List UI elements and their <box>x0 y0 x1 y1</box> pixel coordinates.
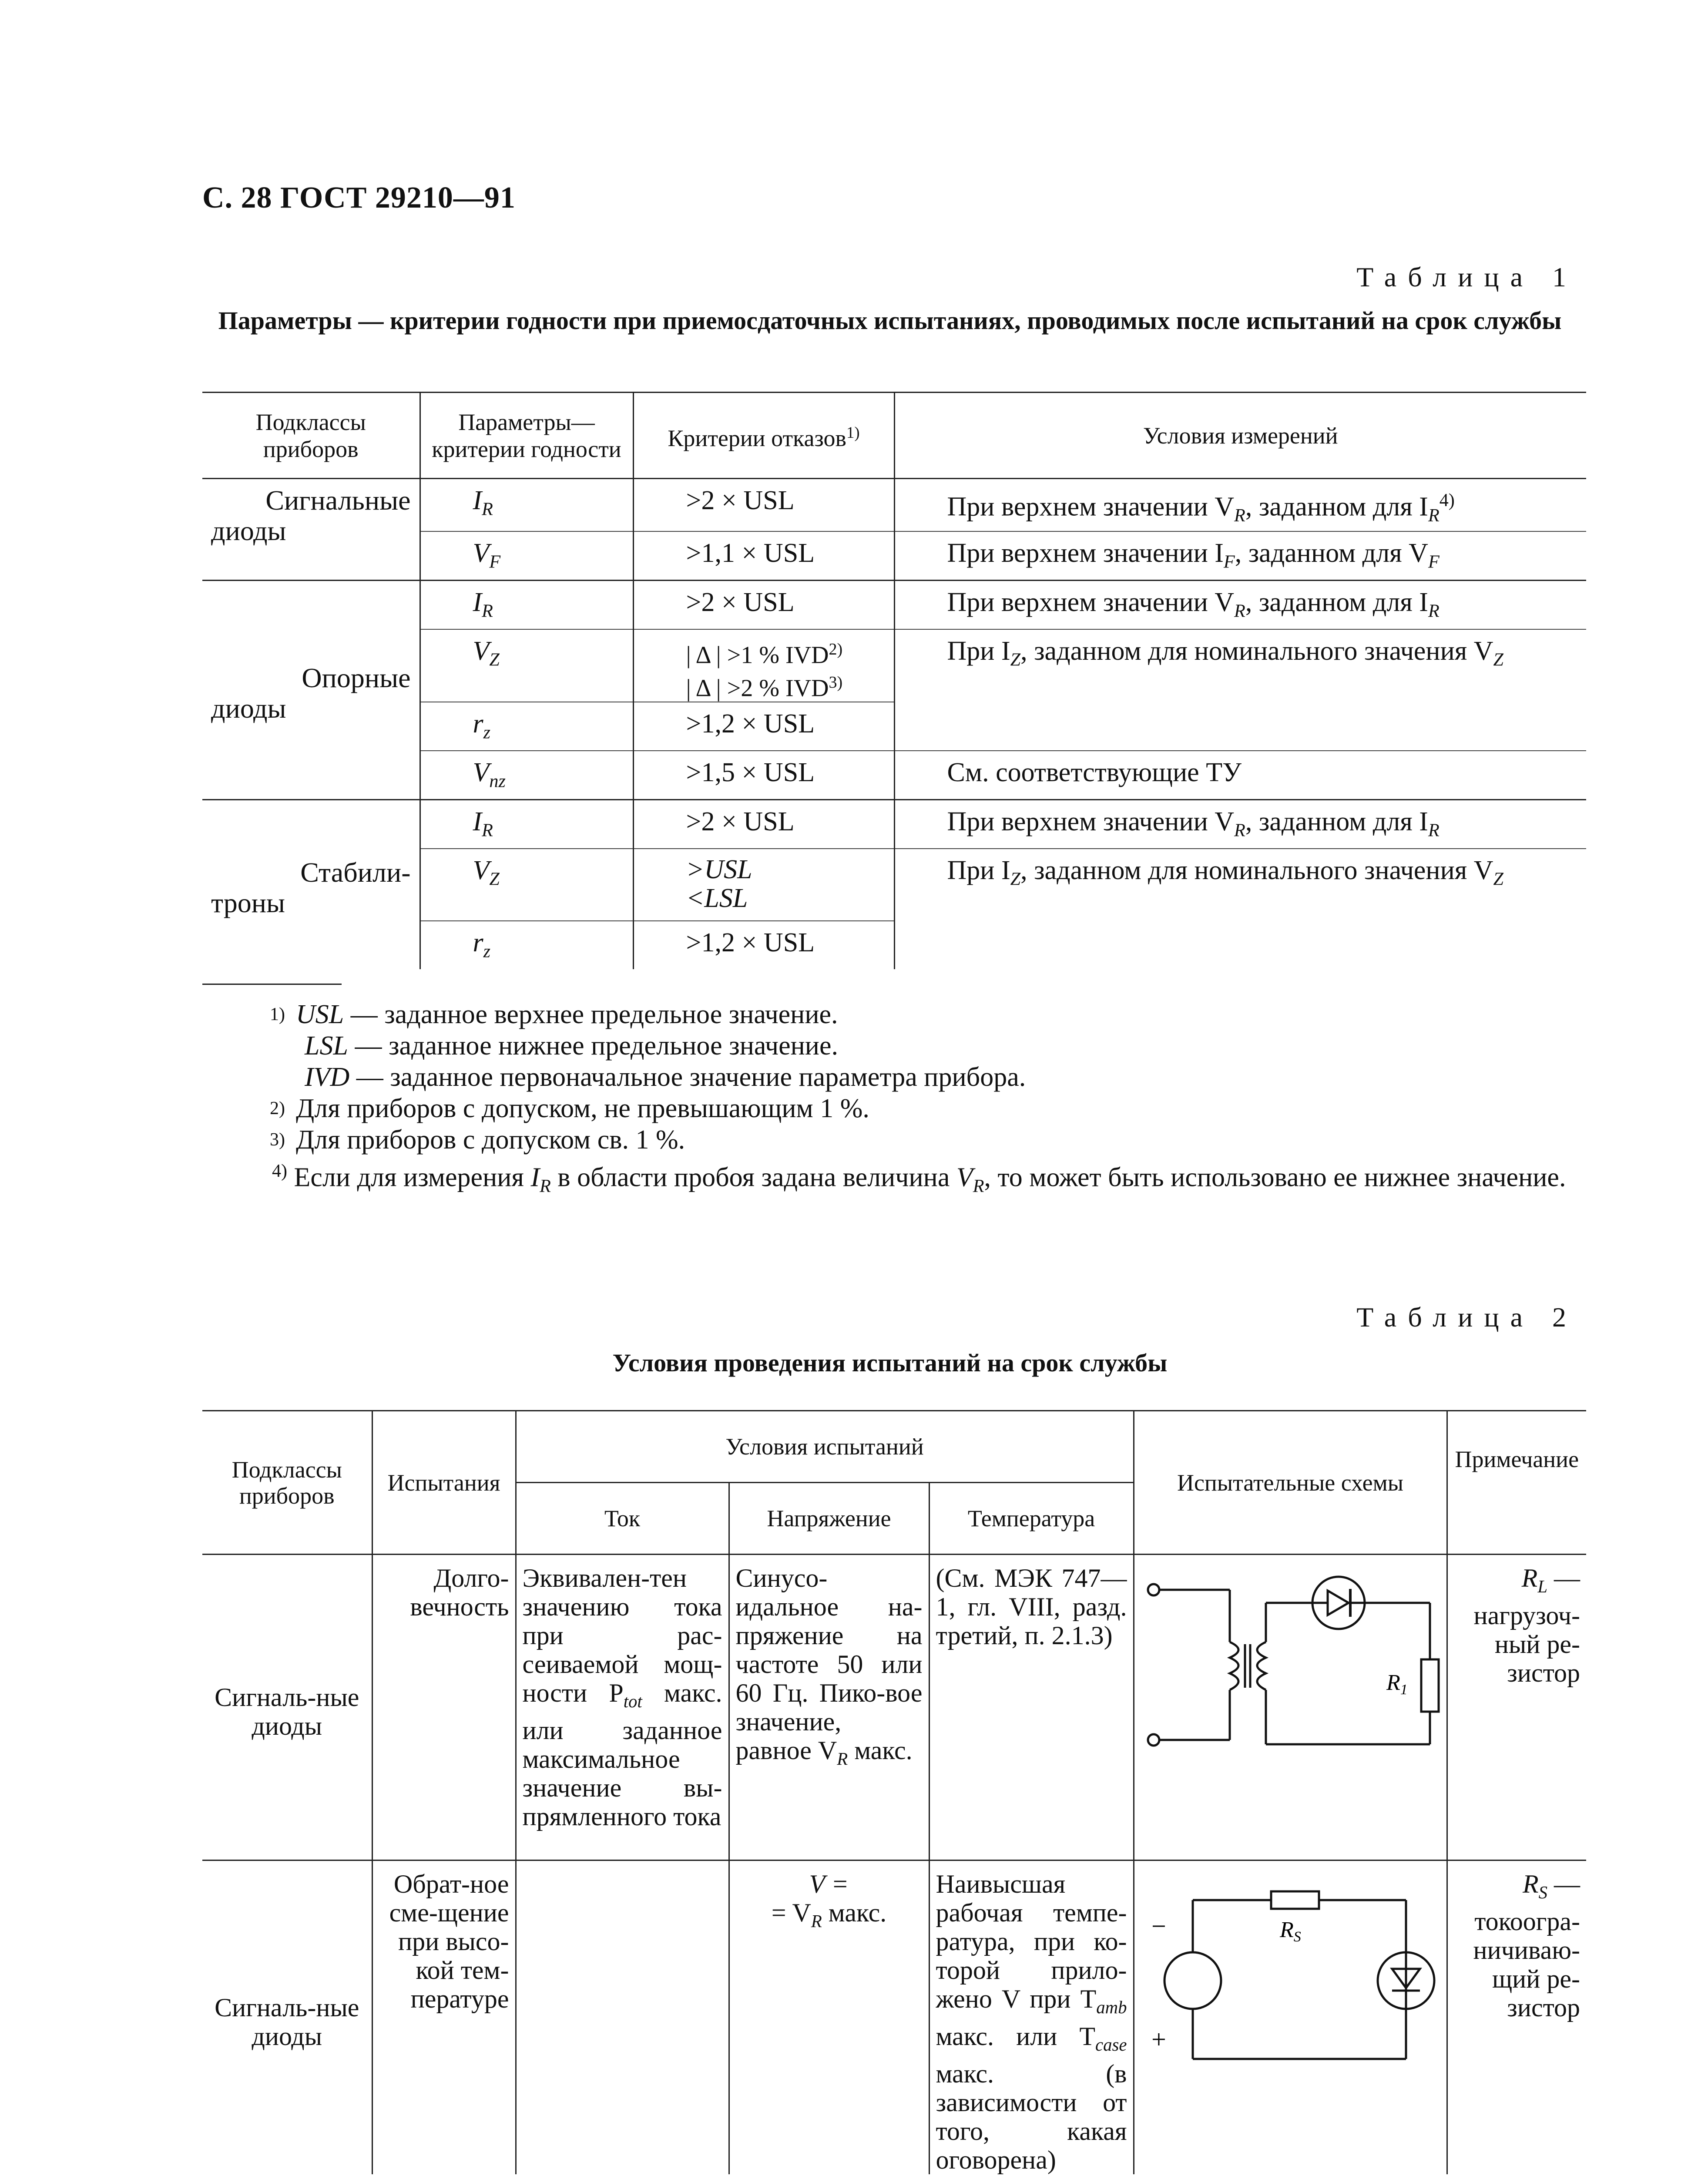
table-row <box>202 1555 1586 1860</box>
source-resistor-diode-circuit-diagram <box>1141 1870 1445 2070</box>
criterion-cell: >2 × USL <box>633 479 894 532</box>
t2-row1-note: $R_L$ — нагрузоч-ный ре-зистор <box>1447 1555 1586 1860</box>
table2-title: Условия проведения испытаний на срок службы <box>612 1349 1168 1377</box>
t2-header-circuits: Испытательные схемы <box>1134 1411 1447 1555</box>
criterion-cell: >1,1 × USL <box>633 531 894 581</box>
footnotes <box>202 999 1586 1202</box>
condition-cell: При верхнем значении $V_R$, заданном для $I_R$ <box>894 800 1586 849</box>
t2-row2-circuit <box>1134 1860 1447 2175</box>
group-signal-diodes: Сигнальные диоды <box>211 485 411 546</box>
condition-cell: При $I_Z$, заданном для номинального значения $V_Z$ <box>894 849 1586 969</box>
condition-cell: При верхнем значении $I_F$, заданном для $V_F$ <box>894 531 1586 581</box>
t2-row1-voltage: Синусо-идальное на-пряжение на частоте 50 или 60 Гц. Пико-вое значение, равное $V_R$ макс. <box>729 1555 929 1860</box>
condition-cell: При верхнем значении $V_R$, заданном для $I_R$ <box>894 581 1586 630</box>
t2-row2-test: Обрат-ное сме-щение при высо-кой тем-пературе <box>372 1860 516 2175</box>
resistor-label: RS <box>1279 1917 1301 1945</box>
table1-title: Параметры — критерии годности при приемосдаточных испытаниях, проводимых после испытаний на срок службы <box>218 306 1562 335</box>
t2-row2-voltage: V = = $V_R$ макс. <box>729 1860 929 2175</box>
footnote-1b: LSL — заданное нижнее предельное значение. <box>305 1031 838 1061</box>
param-cell: $I_R$ <box>420 479 633 532</box>
footnote-3: 3) Для приборов с допуском св. 1 %. <box>270 1125 685 1155</box>
footnote-1c: IVD — заданное первоначальное значение параметра прибора. <box>305 1062 1026 1092</box>
table1-number: Таблица 1 <box>1356 262 1577 292</box>
criterion-cell: >1,5 × USL <box>633 751 894 800</box>
t2-header-note: Примечание <box>1447 1411 1586 1555</box>
group-zener-diodes: Стабили- троны <box>202 800 420 970</box>
param-cell: $V_Z$ <box>420 629 633 702</box>
t2-row1-test: Долго-вечность <box>372 1555 516 1860</box>
footnote-rule <box>202 984 342 985</box>
criterion-cell: >2 × USL <box>633 581 894 630</box>
t2-header-tests: Испытания <box>372 1411 516 1555</box>
table-row <box>202 1860 1586 2175</box>
t2-row2-temperature: Наивысшая рабочая темпе-ратура, при ко-торой прило-жено V при $T_{amb}$ макс. или $T_{case}$ макс. (в зависимости от того, какая оговорена) <box>929 1860 1134 2175</box>
param-cell: $r_z$ <box>420 921 633 969</box>
param-cell: $I_R$ <box>420 800 633 849</box>
footnote-2: 2) Для приборов с допуском, не превышающим 1 %. <box>270 1094 869 1123</box>
t2-header-subclass: Подклассы приборов <box>202 1411 372 1555</box>
condition-cell: При верхнем значении $V_R$, заданном для $I_R^{4)}$ <box>894 479 1586 532</box>
t2-row2-current <box>516 1860 729 2175</box>
table2-number: Таблица 2 <box>1356 1302 1577 1333</box>
param-cell: $V_F$ <box>420 531 633 581</box>
table2-header-row <box>202 1411 1586 1483</box>
param-cell: $V_Z$ <box>420 849 633 921</box>
condition-cell: См. соответствующие ТУ <box>894 751 1586 800</box>
t2-row1-current: Эквивален-тен значению тока при рас-сеиваемой мощ-ности $P_{tot}$ макс. или заданное максимальное значение вы-прямленного тока <box>516 1555 729 1860</box>
footnote-4: $^{4)}$ Если для измерения $I_R$ в области пробоя задана величина $V_R$, то может быть использовано ее нижнее значение. <box>272 1161 1566 1197</box>
minus-terminal-label: − <box>1151 1912 1166 1941</box>
t1-header-subclass: Подклассы приборов <box>202 393 420 479</box>
criterion-cell: >2 × USL <box>633 800 894 849</box>
t1-header-conditions: Условия измерений <box>894 393 1586 479</box>
criterion-cell: >1,2 × USL <box>633 921 894 969</box>
param-cell: $I_R$ <box>420 581 633 630</box>
t1-header-params: Параметры—критерии годности <box>420 393 633 479</box>
table-row <box>202 581 1586 630</box>
table1 <box>202 392 1586 969</box>
table2 <box>202 1410 1586 2174</box>
t2-header-current: Ток <box>516 1483 729 1555</box>
t2-header-voltage: Напряжение <box>729 1483 929 1555</box>
t2-header-conditions: Условия испытаний <box>516 1411 1134 1483</box>
t2-row1-circuit <box>1134 1555 1447 1860</box>
t2-header-temperature: Температура <box>929 1483 1134 1555</box>
table-row <box>202 800 1586 849</box>
resistor-label: R1 <box>1386 1670 1408 1698</box>
table-row <box>202 479 1586 532</box>
t1-header-criteria: Критерии отказов$^{1)}$ <box>633 393 894 479</box>
page-header: С. 28 ГОСТ 29210—91 <box>202 181 516 215</box>
param-cell: $V_{nz}$ <box>420 751 633 800</box>
condition-cell: При $I_Z$, заданном для номинального значения $V_Z$ <box>894 629 1586 751</box>
footnote-1: 1) USL — заданное верхнее предельное значение. <box>270 1000 838 1029</box>
t2-row2-subclass: Сигналь-ные диоды <box>202 1860 372 2175</box>
param-cell: $r_z$ <box>420 702 633 751</box>
t2-row2-note: $R_S$ — токоогра-ничиваю-щий ре-зистор <box>1447 1860 1586 2175</box>
transformer-diode-circuit-diagram <box>1141 1564 1445 1768</box>
t2-row1-subclass: Сигналь-ные диоды <box>215 1683 359 1740</box>
plus-terminal-label: + <box>1151 2025 1166 2054</box>
group-reference-diodes: Опорные диоды <box>202 581 420 800</box>
criterion-cell: | Δ | >1 % IVD$^{2)}$ | Δ | >2 % IVD$^{3)}$ <box>633 629 894 702</box>
criterion-cell: >USL <LSL <box>633 849 894 921</box>
criterion-cell: >1,2 × USL <box>633 702 894 751</box>
t2-row1-temperature: (См. МЭК 747—1, гл. VIII, разд. третий, п. 2.1.3) <box>929 1555 1134 1860</box>
table1-header-row <box>202 393 1586 479</box>
